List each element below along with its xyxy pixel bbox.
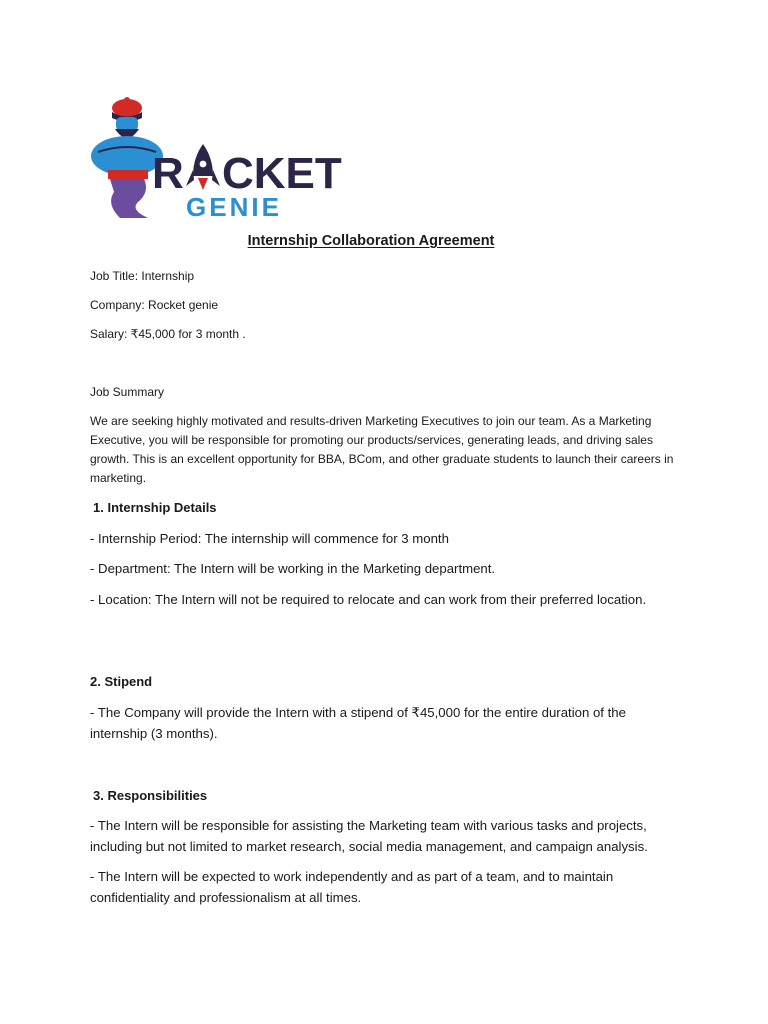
job-summary-paragraph: We are seeking highly motivated and results-driven Marketing Executives to join our team. As a Marketing Executive, you will be responsible for promoting our products/services, generating leads, and driving sales growth. This is an excellent opportunity for BBA, BCom, and other graduate students to launch their careers in marketing. [90, 414, 674, 485]
rocket-icon [186, 144, 220, 190]
document-title: Internship Collaboration Agreement [247, 233, 495, 249]
department-item: - Department: The Intern will be working in the Marketing department. [90, 561, 496, 576]
job-summary-heading: Job Summary [90, 385, 165, 399]
section-heading-responsibilities: 3. Responsibilities [93, 788, 208, 803]
section-heading-internship-details: 1. Internship Details [93, 500, 217, 515]
salary-line: Salary: ₹45,000 for 3 month . [90, 327, 246, 341]
job-title-line: Job Title: Internship [90, 269, 195, 283]
logo-letter-r: R [152, 149, 184, 198]
responsibility-item: - The Intern will be expected to work independently and as part of a team, and to maintain confidentiality and professionalism at all times. [90, 869, 614, 905]
company-line: Company: Rocket genie [90, 298, 219, 312]
location-item: - Location: The Intern will not be required to relocate and can work from their preferred location. [90, 592, 647, 607]
stipend-item: - The Company will provide the Intern with a stipend of ₹45,000 for the entire duration of the internship (3 months). [90, 705, 626, 741]
responsibility-item: - The Intern will be responsible for assisting the Marketing team with various tasks and projects, including but not limited to market research, social media management, and campaign analysis. [90, 818, 648, 854]
company-logo [90, 92, 356, 220]
internship-period-item: - Internship Period: The internship will commence for 3 month [90, 531, 449, 546]
section-heading-stipend: 2. Stipend [90, 674, 153, 689]
logo-wordmark-top: CKET [222, 149, 342, 198]
logo-wordmark-bottom: GENIE [186, 192, 282, 220]
